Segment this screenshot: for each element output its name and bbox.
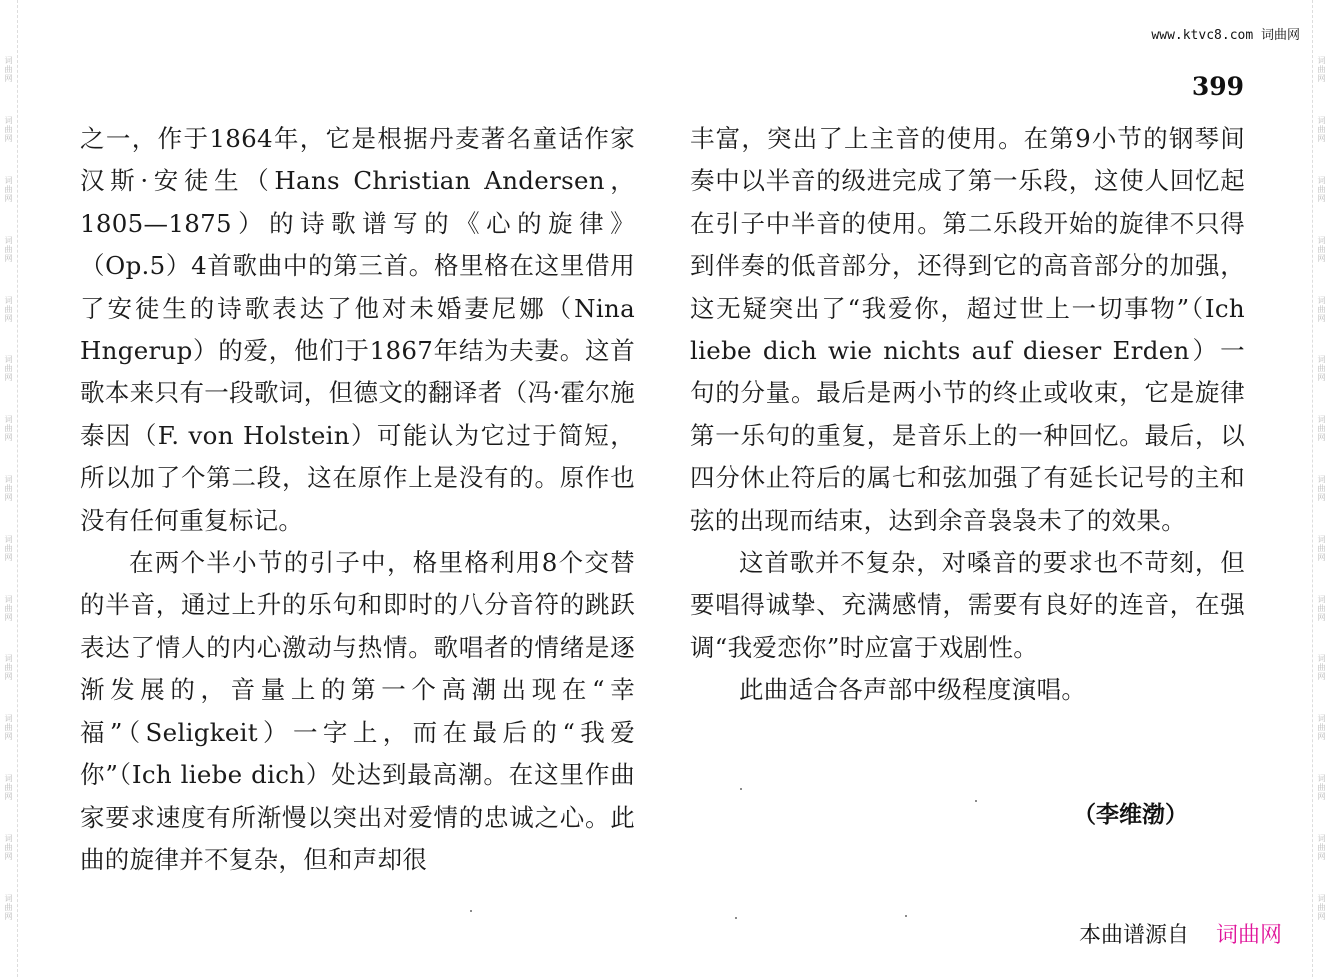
edge-watermark-text: 词曲网 [1317, 355, 1326, 383]
right-edge-watermark [1312, 0, 1330, 977]
edge-watermark-text: 词曲网 [4, 175, 13, 203]
edge-watermark-text: 词曲网 [4, 415, 13, 443]
edge-watermark-text: 词曲网 [4, 116, 13, 144]
edge-watermark-text: 词曲网 [4, 295, 13, 323]
scan-speck [735, 917, 737, 919]
edge-watermark-text: 词曲网 [4, 534, 13, 562]
edge-watermark-text: 词曲网 [1317, 714, 1326, 742]
left-edge-watermark [0, 0, 18, 977]
edge-watermark-text: 词曲网 [4, 893, 13, 921]
edge-watermark-text: 词曲网 [4, 654, 13, 682]
scan-speck [975, 800, 977, 802]
edge-watermark-text: 词曲网 [4, 833, 13, 861]
edge-watermark-text: 词曲网 [1317, 893, 1326, 921]
edge-watermark-text: 词曲网 [4, 235, 13, 263]
paragraph: 之一，作于1864年，它是根据丹麦著名童话作家汉斯·安徒生（Hans Christian Andersen，1805—1875）的诗歌谱写的《心的旋律》（Op.5）4首歌曲中的第三首。格里格在这里借用了安徒生的诗歌表达了他对未婚妻尼娜（Nina Hngerup）的爱，他们于1867年结为夫妻。这首歌本来只有一段歌词，但德文的翻译者（冯·霍尔施泰因（F. von Holstein）可能认为它过于简短，所以加了个第二段，这在原作上是没有的。原作也没有任何重复标记。 [80, 124, 635, 535]
source-brand-link[interactable]: 词曲网 [1215, 923, 1282, 948]
edge-watermark-text: 词曲网 [4, 773, 13, 801]
paragraph: 此曲适合各声部中级程度演唱。 [739, 675, 1087, 705]
edge-watermark-text: 词曲网 [1317, 56, 1326, 84]
edge-watermark-text: 词曲网 [1317, 295, 1326, 323]
scan-speck [905, 915, 907, 917]
edge-watermark-text: 词曲网 [1317, 534, 1326, 562]
edge-watermark-text: 词曲网 [1317, 594, 1326, 622]
edge-watermark-text: 词曲网 [4, 56, 13, 84]
edge-watermark-text: 词曲网 [1317, 654, 1326, 682]
scan-speck [740, 788, 742, 790]
source-credit [1079, 918, 1282, 949]
edge-watermark-text: 词曲网 [4, 714, 13, 742]
edge-watermark-text: 词曲网 [1317, 116, 1326, 144]
site-url-header: www.ktvc8.com 词曲网 [1151, 28, 1300, 43]
edge-watermark-text: 词曲网 [1317, 833, 1326, 861]
page-number: 399 [1191, 72, 1244, 101]
left-text-column [80, 118, 635, 881]
edge-watermark-text: 词曲网 [1317, 175, 1326, 203]
right-text-column [690, 118, 1245, 712]
edge-watermark-text: 词曲网 [1317, 415, 1326, 443]
edge-watermark-text: 词曲网 [1317, 474, 1326, 502]
scan-speck [470, 910, 472, 912]
edge-watermark-text: 词曲网 [4, 594, 13, 622]
edge-watermark-text: 词曲网 [1317, 773, 1326, 801]
source-prefix: 本曲谱源自 [1078, 923, 1189, 948]
paragraph: 丰富，突出了上主音的使用。在第9小节的钢琴间奏中以半音的级进完成了第一乐段，这使人回忆起在引子中半音的使用。第二乐段开始的旋律不只得到伴奏的低音部分，还得到它的高音部分的加强，这无疑突出了“我爱你，超过世上一切事物”（Ich liebe dich wie nichts auf dieser Erden）一句的分量。最后是两小节的终止或收束，它是旋律第一乐句的重复，是音乐上的一种回忆。最后，以四分休止符后的属七和弦加强了有延长记号的主和弦的出现而结束，达到余音袅袅未了的效果。 [690, 124, 1245, 535]
paragraph: 在两个半小节的引子中，格里格利用8个交替的半音，通过上升的乐句和即时的八分音符的跳跃表达了情人的内心激动与热情。歌唱者的情绪是逐渐发展的，音量上的第一个高潮出现在“幸福”（Seligkeit）一字上，而在最后的“我爱你”（Ich liebe dich）处达到最高潮。在这里作曲家要求速度有所渐慢以突出对爱情的忠诚之心。此曲的旋律并不复杂，但和声却很 [80, 548, 635, 874]
edge-watermark-text: 词曲网 [4, 474, 13, 502]
edge-watermark-text: 词曲网 [4, 355, 13, 383]
edge-watermark-text: 词曲网 [1317, 235, 1326, 263]
author-signature: （李维渤） [1073, 802, 1188, 828]
paragraph: 这首歌并不复杂，对嗓音的要求也不苛刻，但要唱得诚挚、充满感情，需要有良好的连音，在强调“我爱恋你”时应富于戏剧性。 [690, 548, 1245, 662]
